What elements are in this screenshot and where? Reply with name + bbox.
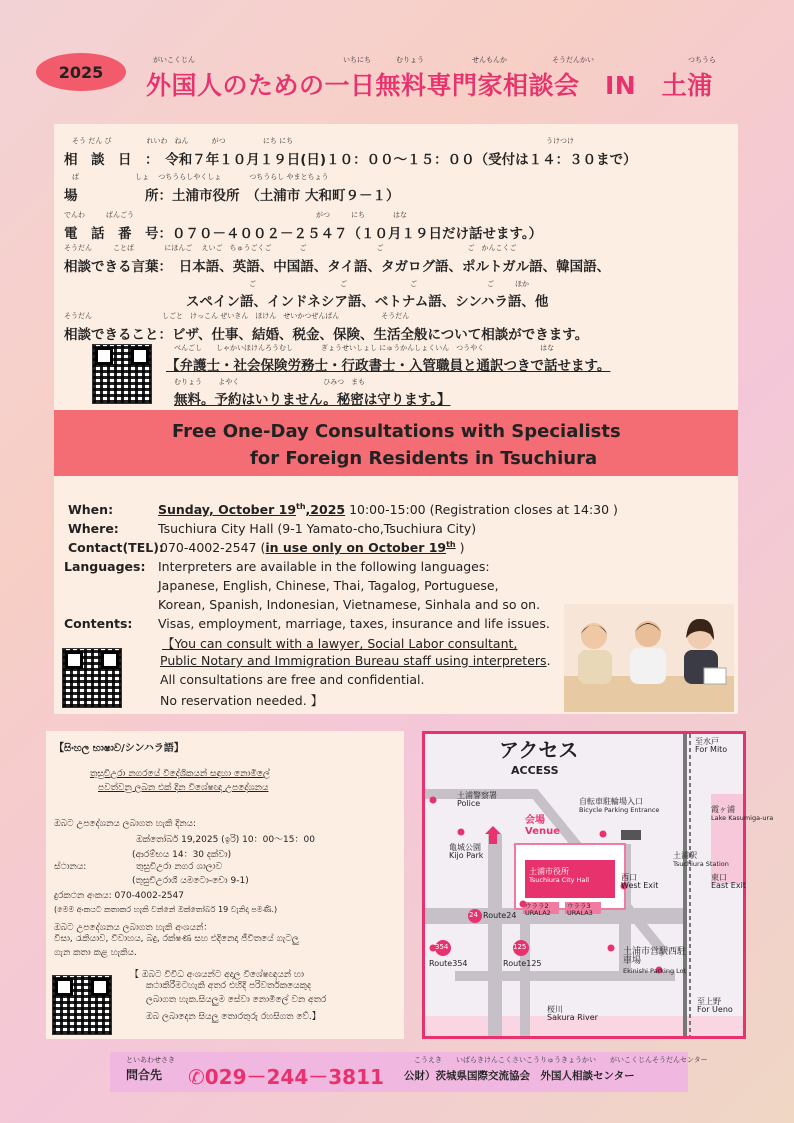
east-exit-label: 東口 East Exit [711, 873, 746, 891]
sinhala-place-addr: (තුසුචිඋරාශී යමටො-චො 9-1) [132, 876, 249, 886]
map-roads [425, 734, 743, 1036]
contact-value [160, 540, 465, 555]
ruby: といあわせさき [126, 1056, 175, 1064]
contents-line: 相談できること：ビザ、仕事、結婚、税金、保険、生活全般について相談ができます。 [64, 327, 589, 343]
organization-name: 公財）茨城県国際交流協会 外国人相談センター [404, 1070, 635, 1082]
note-line-2: 無料。予約はいりません。秘密は守ります。】 [174, 392, 451, 408]
urala2-label: ウララ2 URALA2 [525, 902, 551, 917]
languages-3: Korean, Spanish, Indonesian, Vietnamese, Sinhala and so on. [158, 597, 541, 612]
languages-1: Interpreters are available in the following languages: [158, 559, 490, 574]
route125-marker: 125 [513, 943, 527, 951]
contact-label: 問合先 [126, 1068, 163, 1082]
english-title-banner [54, 410, 738, 476]
date-line: 相 談 日 ： 令和７年１０月１９日(日)１０：００～１５：００（受付は１４：３０まで） [64, 152, 637, 168]
ruby: そうだんかい [552, 56, 594, 64]
note-2: Public Notary and Immigration Bureau staff using interpreters [160, 653, 547, 668]
sinhala-tel: දුරකථන අංකය: 070-4002-2547 [54, 891, 184, 901]
lake-label: 霞ヶ浦 Lake Kasumiga-ura [711, 805, 774, 823]
english-title-line-1: Free One-Day Consultations with Specialists [172, 421, 621, 442]
river-label: 桜川 Sakura River [547, 1005, 598, 1023]
qr-code-sinhala[interactable] [52, 975, 112, 1035]
sinhala-lang-line-2: ගැන කතා කළ හැකිය. [54, 948, 137, 958]
sinhala-title-1: තුසුචිඋරා නගරයේ විදේශිකයන් සඳහා නොමිලේ [90, 769, 270, 779]
when-time: 10:00-15:00 (Registration closes at 14:30 ) [345, 502, 618, 518]
route24-label: Route24 [483, 911, 517, 920]
note-4: No reservation needed. 】 [160, 693, 324, 708]
ruby: せんもんか [472, 56, 507, 64]
languages-2: Japanese, English, Chinese, Thai, Tagalog, Portuguese, [158, 578, 499, 593]
sinhala-date-label: ඔබට උපදේශනය ලබාගත හැකි දිනය: [54, 819, 197, 829]
contents-label: Contents: [64, 616, 133, 631]
languages-label: Languages: [64, 559, 146, 574]
sinhala-note-1: 【 ඔබට විවිධ අංශයන්ට අදාල විශේෂඥයන් හා [130, 970, 304, 980]
languages-line-2: スペイン語、インドネシア語、ベトナム語、シンハラ語、他 [186, 294, 549, 310]
kijo-park-label: 亀城公園 Kijo Park [449, 843, 484, 861]
japanese-panel [54, 124, 738, 410]
west-exit-label: 西口 West Exit [621, 873, 659, 891]
ruby: べんごし しゃかいほけんろうむし ぎょうせいしょし にゅうかんしょくいん つうやく はな [174, 344, 555, 352]
sinhala-tel-note: (මෙම අංකයට කතාකර හැකි වන්නේ ඔක්තෝබර් 19 වැනිදා පමණි.) [54, 905, 278, 914]
map-subtitle: ACCESS [511, 764, 559, 777]
year-badge: 2025 [36, 53, 126, 91]
when-sup: th [296, 502, 306, 511]
contact-end: ) [455, 540, 465, 556]
contact-phone[interactable]: ✆029－244－3811 [188, 1065, 384, 1089]
note-line-1: 【弁護士・社会保険労務士・行政書士・入管職員と通訳つきで話せます。 [166, 358, 611, 374]
qr-code-japanese[interactable] [92, 344, 152, 404]
city-hall-label: 土浦市役所 Tsuchiura City Hall [529, 867, 590, 885]
when-label: When: [68, 502, 114, 517]
english-title-line-2: for Foreign Residents in Tsuchiura [250, 448, 598, 469]
route24-marker: 24 [469, 911, 478, 919]
urala3-label: ウララ3 URALA3 [567, 902, 593, 917]
ruby: ば しょ つちうらしやくしょ つちうらし やまとちょう [72, 173, 329, 181]
where-label: Where: [68, 521, 119, 536]
when-date: Sunday, October 19 [158, 502, 297, 518]
page-title: 外国人のための一日無料専門家相談会 IN 土浦 [146, 71, 713, 100]
sinhala-title-2: පවත්වනු ලබන එක් දින විශේෂඥ උපදේශනය [98, 783, 269, 793]
access-map[interactable] [422, 731, 774, 1039]
ruby: そうだん ことば にほんご えいご ちゅうごくご ご ご ご かんこくご [64, 244, 517, 252]
ruby: でんわ ばんごう がつ にち はな [64, 211, 407, 219]
mito-label: 至水戸 For Mito [695, 737, 728, 755]
ruby: むりょう よやく ひみつ まも [174, 378, 366, 386]
qr-code-english[interactable] [62, 648, 122, 708]
sinhala-note-4: ඔබ ලබාදෙන සියලු තොරතුරු රහසිගත වේ.】 [146, 1012, 321, 1022]
ruby: うけつけ [546, 137, 574, 145]
consultation-illustration [564, 604, 734, 712]
note-1: 【You can consult with a lawyer, Social Labor consultant, [162, 636, 518, 651]
sinhala-date-value: ඔක්තෝබර් 19,2025 (ඉරි) 10：00～15：00 [136, 835, 315, 845]
ruby: こうえき いばらきけんこくさいこうりゅうきょうかい がいこくじんそうだんセンター [414, 1056, 708, 1064]
police-label: 土浦警察署 Police [457, 791, 497, 809]
ruby: むりょう [396, 56, 424, 64]
sinhala-note-3: ලබාගත හැක.සියලුම සේවා නොමිලේ වන අතර [146, 995, 327, 1005]
sinhala-place-value: තුසුචිඋරා නගර ශාලාව [136, 862, 223, 872]
sinhala-panel [46, 731, 404, 1039]
sinhala-date-note: (ආරම්භය 14：30 දක්වා) [132, 850, 232, 860]
map-title: アクセス [499, 738, 579, 762]
contact-label: Contact(TEL): [68, 540, 164, 555]
station-label: 土浦駅 Tsuchiura Station [673, 851, 729, 869]
venue-label: 会場 Venue [525, 815, 560, 837]
sinhala-header: 【සිංහල භාෂාව/シンハラ語】 [54, 743, 184, 754]
contact-phone: 070-4002-2547 ( [160, 540, 266, 556]
ruby: そうだん しごと けっこん ぜいきん ほけん せいかつぜんぱん そうだん [64, 312, 410, 320]
route354-label: Route354 [429, 959, 468, 968]
sinhala-place-label: ස්ථානය: [54, 862, 87, 872]
route125-label: Route125 [503, 959, 542, 968]
contact-sup: th [446, 540, 456, 549]
place-line: 場 所：土浦市役所 （土浦市 大和町９－１） [64, 188, 400, 204]
footer-contact [110, 1052, 708, 1092]
ruby: ご ご ご ご ほか [249, 280, 529, 288]
contents-value: Visas, employment, marriage, taxes, insurance and life issues. [158, 616, 550, 631]
tel-line: 電 話 番 号：０７０－４００２－２５４７（１０月１９日だけ話せます。） [64, 226, 543, 242]
bike-parking-label: 自転車駐輪場入口 Bicycle Parking Entrance [579, 797, 660, 815]
when-value [158, 502, 618, 517]
note-3: All consultations are free and confidential. [160, 672, 425, 687]
sinhala-lang-label: ඔබට උපදේශනය ලබාගත හැකි අංශයන්： [54, 923, 213, 933]
english-panel [54, 476, 738, 714]
ruby: そう だん び れいわ ねん がつ にち にち [72, 137, 294, 145]
when-year: ,2025 [305, 502, 346, 518]
ueno-label: 至上野 For Ueno [697, 997, 733, 1015]
sinhala-lang-line: වීසා, රැකියාව, විවාහය, බදු, රක්ෂණ සහ එදිනෙදා ජීවිතයේ ගැටලු [54, 934, 299, 944]
where-value: Tsuchiura City Hall (9-1 Yamato-cho,Tsuchiura City) [158, 521, 477, 536]
sinhala-note-2: කථාකිරීමටහැකි අතර එහිදි පරිවර්තකයෙකුද [146, 981, 311, 991]
parking-label: 土浦市営駅西駐車場 Ekinishi Parking Lot [623, 947, 687, 975]
ruby: いちにち [343, 56, 371, 64]
ruby: がいこくじん [153, 56, 195, 64]
note-2-line [160, 653, 551, 668]
note-2-end: . [546, 653, 551, 668]
languages-line-1: 相談できる言葉： 日本語、英語、中国語、タイ語、タガログ語、ポルトガル語、韓国語、 [64, 259, 611, 275]
ruby: つちうら [688, 56, 716, 64]
contact-use: in use only on October 19 [265, 540, 447, 556]
route354-marker: 354 [435, 943, 449, 951]
